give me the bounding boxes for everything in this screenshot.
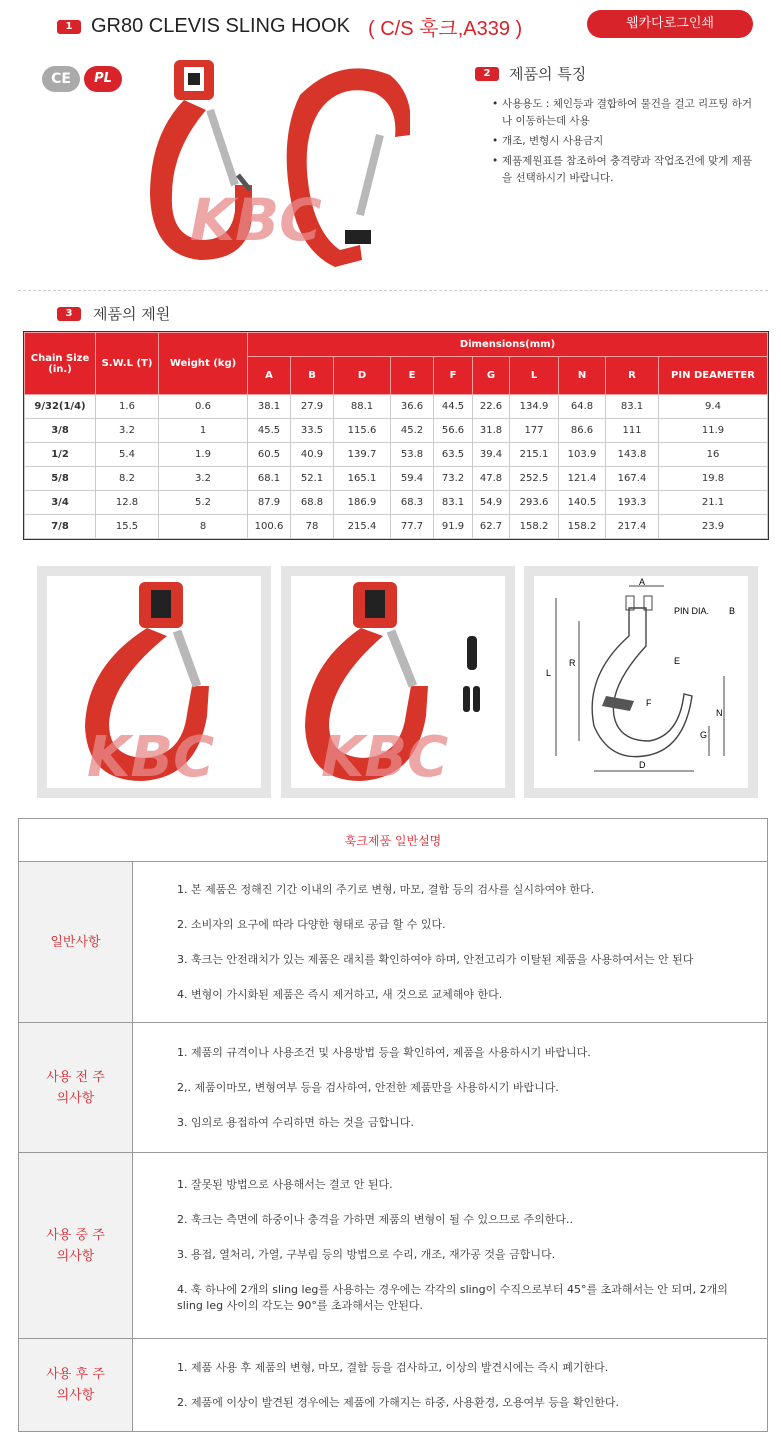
table-cell: 8.2: [96, 467, 159, 491]
hook-photo: [47, 576, 261, 788]
table-cell: 39.4: [473, 443, 510, 467]
table-cell-size: 1/2: [25, 443, 96, 467]
table-cell: 158.2: [559, 515, 606, 539]
table-cell: 215.1: [510, 443, 559, 467]
col-header-dim: D: [334, 357, 391, 395]
notes-category: [19, 1023, 133, 1153]
col-header-chain-size: Chain Size (in.): [25, 333, 96, 395]
page-subtitle: ( C/S 훅크,A339 ): [367, 18, 523, 40]
web-catalog-print-button[interactable]: 웹카다로그인쇄: [587, 10, 753, 38]
features-heading: [475, 63, 586, 84]
table-cell: 111: [606, 419, 659, 443]
specs-heading: [57, 303, 170, 324]
table-cell: 40.9: [291, 443, 334, 467]
diagram-label: PIN DIA.: [674, 606, 710, 616]
col-header-dim: F: [434, 357, 473, 395]
notes-item: 3. 임의로 용접하여 수리하면 하는 것을 금합니다.: [177, 1115, 414, 1129]
section-number-badge: 3: [57, 307, 81, 321]
table-cell: 68.1: [248, 467, 291, 491]
table-cell: 45.5: [248, 419, 291, 443]
table-row: [25, 467, 768, 491]
notes-category: 일반사항: [19, 862, 133, 1023]
col-header-dim: E: [391, 357, 434, 395]
col-header-dim: PIN DEAMETER: [659, 357, 768, 395]
notes-category-label: 사용 전 주의사항: [46, 1069, 105, 1106]
diagram-label: R: [569, 658, 576, 668]
col-header-weight: Weight (kg): [159, 333, 248, 395]
table-cell: 15.5: [96, 515, 159, 539]
col-header-dimensions: Dimensions(mm): [248, 333, 768, 357]
table-cell: 134.9: [510, 395, 559, 419]
table-cell: 103.9: [559, 443, 606, 467]
table-cell-size: 3/4: [25, 491, 96, 515]
pl-logo: PL: [84, 66, 122, 92]
table-cell: 140.5: [559, 491, 606, 515]
header: [57, 12, 522, 41]
table-cell: 44.5: [434, 395, 473, 419]
table-cell: 22.6: [473, 395, 510, 419]
table-cell: 9.4: [659, 395, 768, 419]
feature-item: • 개조, 변형시 사용금지: [492, 133, 762, 150]
photo-box-hook-pins: [281, 566, 515, 798]
table-cell: 19.8: [659, 467, 768, 491]
table-cell: 45.2: [391, 419, 434, 443]
table-cell: 60.5: [248, 443, 291, 467]
section-number-badge: 1: [57, 20, 81, 34]
table-cell: 1.9: [159, 443, 248, 467]
col-header-dim: R: [606, 357, 659, 395]
col-header-swl: S.W.L (T): [96, 333, 159, 395]
table-cell: 0.6: [159, 395, 248, 419]
table-cell: 91.9: [434, 515, 473, 539]
table-cell: 5.2: [159, 491, 248, 515]
watermark-text: KBC: [321, 725, 449, 788]
notes-item: 2. 훅크는 측면에 하중이나 충격을 가하면 제품의 변형이 될 수 있으므로 주의한다..: [177, 1213, 573, 1226]
table-cell: 252.5: [510, 467, 559, 491]
specs-title: 제품의 제원: [93, 305, 171, 323]
notes-category-label: 사용 중 주의사항: [46, 1227, 105, 1264]
table-cell: 165.1: [334, 467, 391, 491]
diagram-label: N: [716, 708, 723, 718]
notes-category-label: 사용 후 주의사항: [46, 1367, 105, 1403]
spec-table-body: [25, 395, 768, 539]
table-cell: 11.9: [659, 419, 768, 443]
diagram-label: G: [700, 730, 708, 740]
table-cell-size: 3/8: [25, 419, 96, 443]
table-cell: 23.9: [659, 515, 768, 539]
notes-items: [133, 1339, 768, 1432]
table-cell: 87.9: [248, 491, 291, 515]
notes-table: [18, 818, 768, 1432]
diagram-label: E: [674, 656, 681, 666]
watermark-text: KBC: [190, 186, 322, 254]
diagram-label: A: [639, 577, 646, 587]
table-cell: 143.8: [606, 443, 659, 467]
table-cell: 16: [659, 443, 768, 467]
col-header-dim: N: [559, 357, 606, 395]
notes-item: 4. 변형이 가시화된 제품은 즉시 제거하고, 새 것으로 교체해야 한다.: [177, 987, 503, 1001]
table-cell: 59.4: [391, 467, 434, 491]
table-cell: 56.6: [434, 419, 473, 443]
table-cell: 38.1: [248, 395, 291, 419]
col-header-dim: A: [248, 357, 291, 395]
photo-box-diagram: [524, 566, 758, 798]
features-list: [492, 96, 762, 190]
section-number-badge: 2: [475, 67, 499, 81]
col-header-dim: L: [510, 357, 559, 395]
table-cell: 215.4: [334, 515, 391, 539]
table-cell: 36.6: [391, 395, 434, 419]
table-cell: 31.8: [473, 419, 510, 443]
table-cell: 53.8: [391, 443, 434, 467]
table-cell: 217.4: [606, 515, 659, 539]
notes-item: 1. 제품의 규격이나 사용조건 및 사용방법 등을 확인하여, 제품을 사용하시기 바랍니다.: [177, 1045, 591, 1059]
table-cell: 86.6: [559, 419, 606, 443]
table-cell: 47.8: [473, 467, 510, 491]
notes-title: 훅크제품 일반설명: [19, 819, 768, 862]
product-photo-top: [140, 55, 410, 275]
feature-item: • 사용용도 : 체인등과 결합하여 물건을 걸고 리프팅 하거나 이동하는데 사용: [492, 96, 762, 130]
table-cell-size: 7/8: [25, 515, 96, 539]
diagram-label: D: [639, 760, 646, 770]
table-cell: 62.7: [473, 515, 510, 539]
notes-item: 2. 제품에 이상이 발견된 경우에는 제품에 가해지는 하중, 사용환경, 오용여부 등을 확인한다.: [177, 1395, 619, 1409]
table-row: [25, 491, 768, 515]
table-cell: 1: [159, 419, 248, 443]
table-cell: 100.6: [248, 515, 291, 539]
col-header-dim: G: [473, 357, 510, 395]
table-cell: 158.2: [510, 515, 559, 539]
table-cell: 68.8: [291, 491, 334, 515]
notes-category: [19, 1339, 133, 1432]
table-row: [25, 395, 768, 419]
notes-item: 1. 잘못된 방법으로 사용해서는 결코 안 된다.: [177, 1178, 393, 1191]
table-cell: 177: [510, 419, 559, 443]
table-cell: 64.8: [559, 395, 606, 419]
table-cell: 78: [291, 515, 334, 539]
watermark-text: KBC: [87, 725, 215, 788]
table-cell: 3.2: [96, 419, 159, 443]
notes-items: [133, 862, 768, 1023]
certification-logos: [42, 66, 122, 92]
page-title: GR80 CLEVIS SLING HOOK: [91, 15, 350, 37]
pin-image: [463, 686, 470, 712]
table-row: [25, 443, 768, 467]
table-cell: 52.1: [291, 467, 334, 491]
dimension-diagram: [534, 576, 748, 788]
notes-item: 3. 용접, 열처리, 가열, 구부림 등의 방법으로 수리, 개조, 재가공 것을 금합니다.: [177, 1248, 556, 1261]
table-cell: 83.1: [606, 395, 659, 419]
notes-item: 3. 훅크는 안전래치가 있는 제품은 래치를 확인하여야 하며, 안전고리가 이탈된 제품을 사용하여서는 안 된다: [177, 952, 694, 966]
table-cell: 68.3: [391, 491, 434, 515]
table-cell: 139.7: [334, 443, 391, 467]
table-cell: 12.8: [96, 491, 159, 515]
table-cell: 77.7: [391, 515, 434, 539]
table-cell: 115.6: [334, 419, 391, 443]
table-cell: 3.2: [159, 467, 248, 491]
diagram-label: F: [646, 698, 652, 708]
table-cell: 293.6: [510, 491, 559, 515]
ce-logo: CE: [42, 66, 80, 92]
table-cell: 83.1: [434, 491, 473, 515]
table-cell: 63.5: [434, 443, 473, 467]
notes-item: 2. 소비자의 요구에 따라 다양한 형태로 공급 할 수 있다.: [177, 917, 446, 931]
table-cell: 21.1: [659, 491, 768, 515]
notes-category: [19, 1153, 133, 1339]
notes-item: 4. 훅 하나에 2개의 sling leg를 사용하는 경우에는 각각의 sling이 수직으로부터 45°를 초과해서는 안 되며, 2개의 sling leg 사이의 각도는 90°를 초과해서는 안된다.: [177, 1283, 728, 1312]
table-cell: 54.9: [473, 491, 510, 515]
photo-box-hook: [37, 566, 271, 798]
table-row: [25, 515, 768, 539]
table-cell: 73.2: [434, 467, 473, 491]
diagram-label: B: [729, 606, 736, 616]
table-cell: 121.4: [559, 467, 606, 491]
table-row: [25, 419, 768, 443]
table-cell: 1.6: [96, 395, 159, 419]
col-header-dim: B: [291, 357, 334, 395]
table-cell: 27.9: [291, 395, 334, 419]
table-cell: 33.5: [291, 419, 334, 443]
feature-item: • 제품제원표를 참조하여 충격량과 작업조건에 맞게 제품을 선택하시기 바랍니다.: [492, 153, 762, 187]
pin-image: [467, 636, 477, 670]
hook-with-pins-photo: [291, 576, 505, 788]
table-cell-size: 5/8: [25, 467, 96, 491]
table-cell: 167.4: [606, 467, 659, 491]
table-cell: 186.9: [334, 491, 391, 515]
pin-image: [473, 686, 480, 712]
features-title: 제품의 특징: [509, 65, 587, 83]
table-cell: 88.1: [334, 395, 391, 419]
diagram-label: L: [546, 668, 552, 678]
section-divider: [18, 290, 768, 291]
table-cell: 8: [159, 515, 248, 539]
table-cell: 5.4: [96, 443, 159, 467]
table-cell: 193.3: [606, 491, 659, 515]
notes-items: [133, 1023, 768, 1153]
notes-item: 1. 본 제품은 정해진 기간 이내의 주기로 변형, 마모, 결함 등의 검사를 실시하여야 한다.: [177, 882, 595, 896]
notes-item: 2,. 제품이마모, 변형여부 등을 검사하여, 안전한 제품만을 사용하시기 바랍니다.: [177, 1080, 559, 1094]
table-cell-size: 9/32(1/4): [25, 395, 96, 419]
notes-item: 1. 제품 사용 후 제품의 변형, 마모, 결함 등을 검사하고, 이상의 발견시에는 즉시 폐기한다.: [177, 1360, 609, 1374]
spec-table: [24, 332, 768, 539]
notes-items: [133, 1153, 768, 1339]
